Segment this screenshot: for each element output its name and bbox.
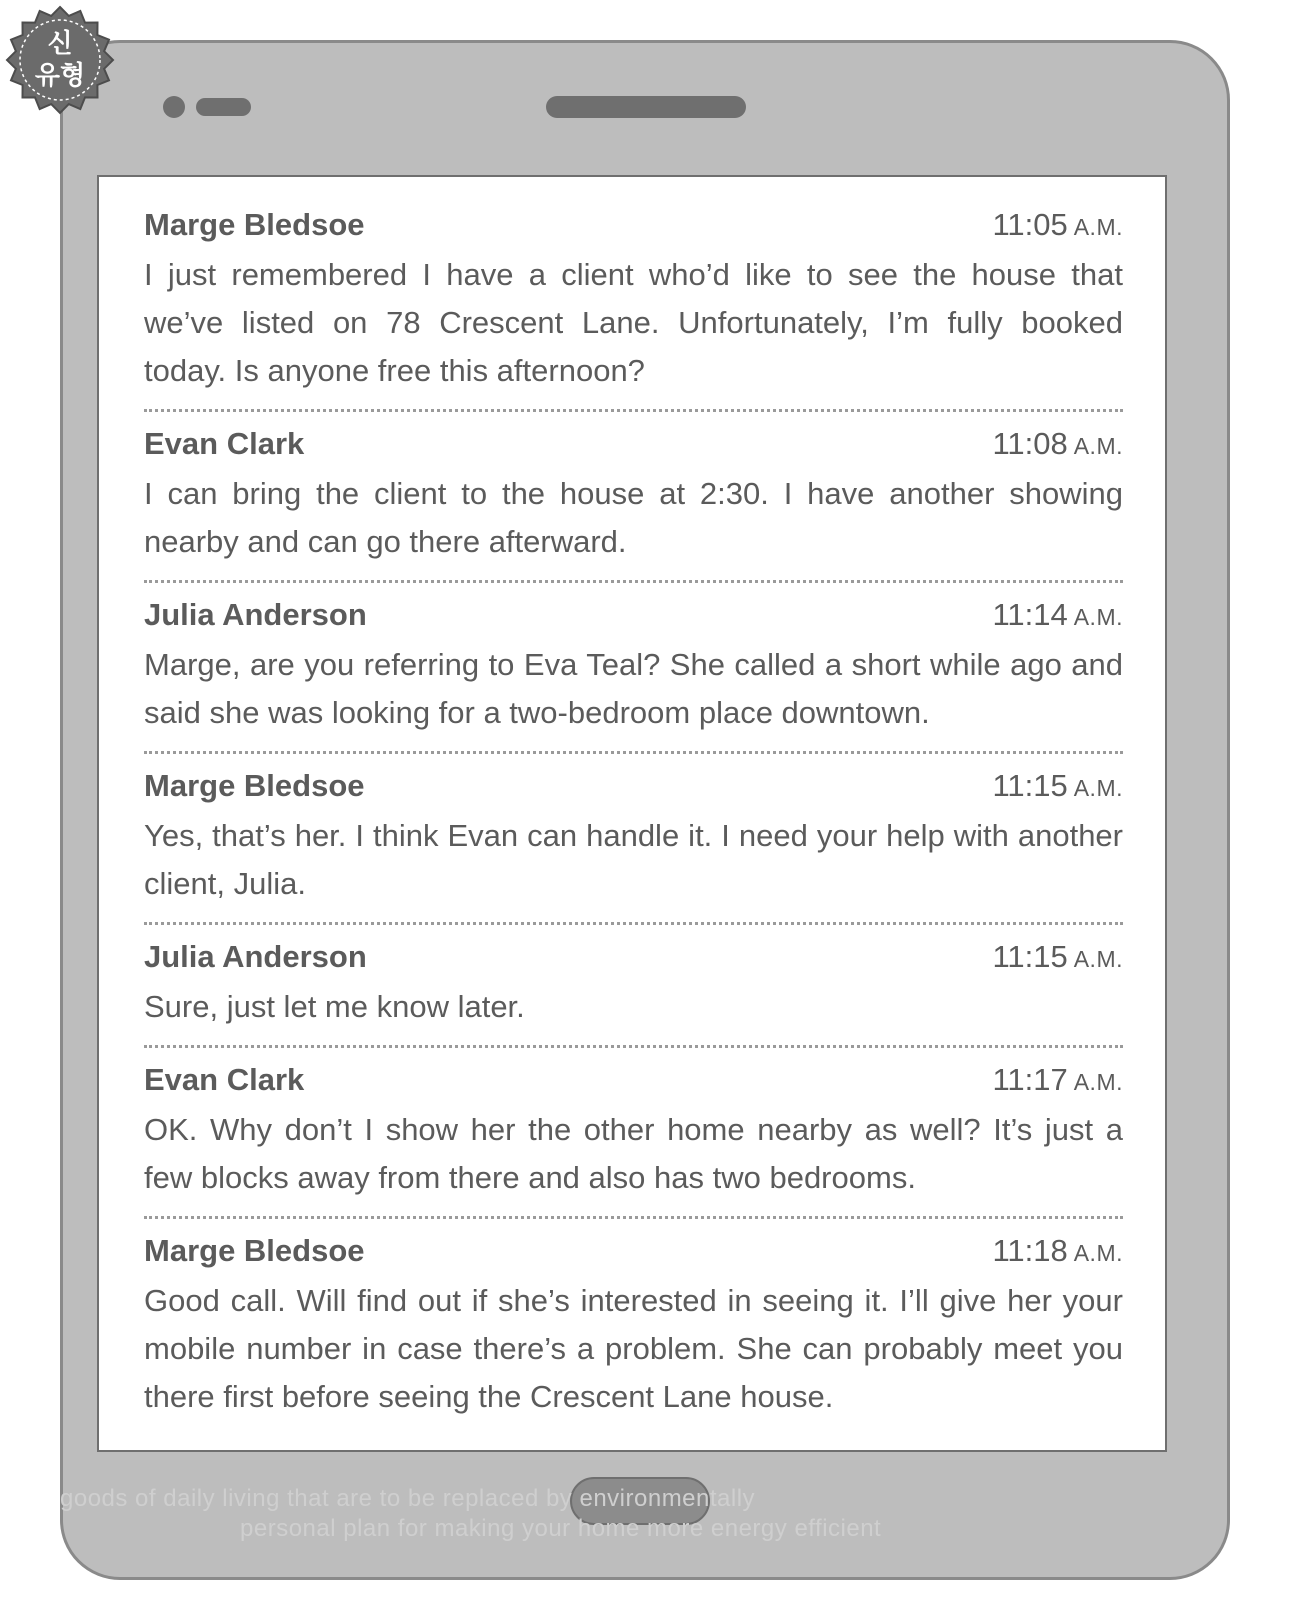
message-text: I can bring the client to the house at 2:30. I have another showing nearby and can go there afterward. xyxy=(144,476,1123,559)
chat-message xyxy=(144,1062,1123,1219)
chat-message xyxy=(144,768,1123,925)
message-time: 11:17 A.M. xyxy=(992,1062,1123,1097)
background-bleed-text: personal plan for making your home more energy efficient xyxy=(240,1515,882,1542)
chat-message xyxy=(144,939,1123,1048)
chat-message xyxy=(144,597,1123,754)
speaker-grille xyxy=(546,96,746,118)
sensor-icon xyxy=(196,98,251,116)
message-text: Good call. Will find out if she’s interested in seeing it. I’ll give her your mobile number in case there’s a problem. She can probably meet you there first before seeing the Crescent Lane house. xyxy=(144,1283,1123,1414)
chat-message xyxy=(144,1233,1123,1435)
sender-name: Evan Clark xyxy=(144,426,305,461)
message-time: 11:08 A.M. xyxy=(992,426,1123,461)
chat-screen xyxy=(97,175,1167,1452)
message-text: Marge, are you referring to Eva Teal? She called a short while ago and said she was looking for a two-bedroom place downtown. xyxy=(144,647,1123,730)
chat-message xyxy=(144,426,1123,583)
message-text: Yes, that’s her. I think Evan can handle it. I need your help with another client, Julia. xyxy=(144,818,1123,901)
sender-name: Marge Bledsoe xyxy=(144,207,365,242)
message-text: Sure, just let me know later. xyxy=(144,989,525,1024)
message-time: 11:14 A.M. xyxy=(992,597,1123,632)
background-bleed-text: goods of daily living that are to be replaced by environmentally xyxy=(60,1485,756,1512)
new-type-badge-label: 신 유형 xyxy=(34,29,86,91)
sender-name: Marge Bledsoe xyxy=(144,1233,365,1268)
sender-name: Marge Bledsoe xyxy=(144,768,365,803)
sender-name: Julia Anderson xyxy=(144,597,367,632)
message-text: I just remembered I have a client who’d like to see the house that we’ve listed on 78 Crescent Lane. Unfortunately, I’m fully booked today. Is anyone free this afternoon? xyxy=(144,257,1123,388)
message-text: OK. Why don’t I show her the other home nearby as well? It’s just a few blocks away from there and also has two bedrooms. xyxy=(144,1112,1123,1195)
sender-name: Evan Clark xyxy=(144,1062,305,1097)
message-time: 11:15 A.M. xyxy=(992,768,1123,803)
message-time: 11:18 A.M. xyxy=(992,1233,1123,1268)
camera-icon xyxy=(163,96,185,118)
sender-name: Julia Anderson xyxy=(144,939,367,974)
message-time: 11:15 A.M. xyxy=(992,939,1123,974)
message-time: 11:05 A.M. xyxy=(992,207,1123,242)
chat-message xyxy=(144,207,1123,412)
